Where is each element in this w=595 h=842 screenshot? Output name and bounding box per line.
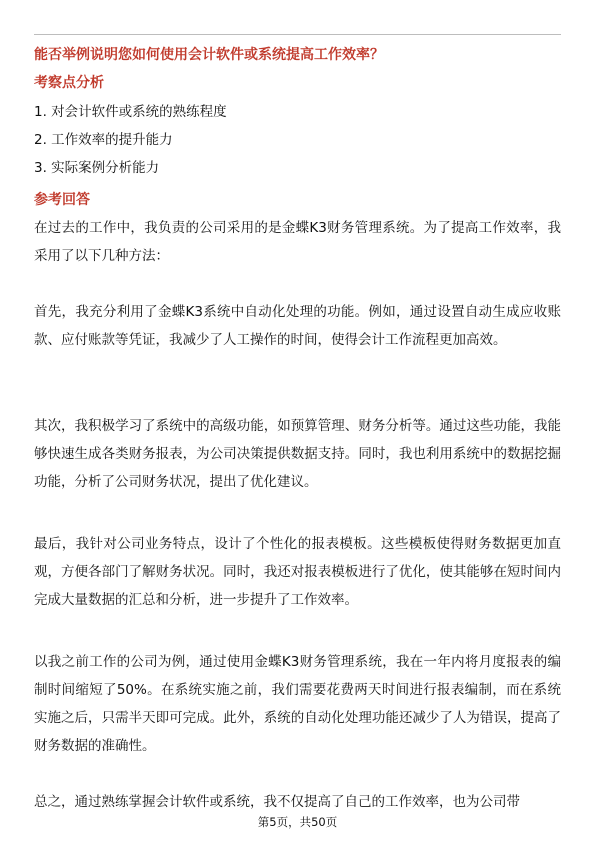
analysis-point-3: 3. 实际案例分析能力 (34, 160, 160, 176)
analysis-heading: 考察点分析 (34, 75, 104, 91)
answer-heading: 参考回答 (34, 192, 90, 208)
answer-paragraph-4: 最后，我针对公司业务特点，设计了个性化的报表模板。这些模板使得财务数据更加直观，方便各部门了解财务状况。同时，我还对报表模板进行了优化，使其能够在短时间内完成大量数据的汇总和分析，进一步提升了工作效率。 (34, 536, 561, 608)
answer-paragraph-5: 以我之前工作的公司为例，通过使用金蝶K3财务管理系统，我在一年内将月度报表的编制时间缩短了50%。在系统实施之前，我们需要花费两天时间进行报表编制，而在系统实施之后，只需半天即可完成。此外，系统的自动化处理功能还减少了人为错误，提高了财务数据的准确性。 (34, 654, 561, 754)
answer-paragraph-6: 总之，通过熟练掌握会计软件或系统，我不仅提高了自己的工作效率，也为公司带 (34, 794, 520, 810)
answer-paragraph-3: 其次，我积极学习了系统中的高级功能，如预算管理、财务分析等。通过这些功能，我能够快速生成各类财务报表，为公司决策提供数据支持。同时，我也利用系统中的数据挖掘功能，分析了公司财务状况，提出了优化建议。 (34, 418, 561, 490)
answer-paragraph-1: 在过去的工作中，我负责的公司采用的是金蝶K3财务管理系统。为了提高工作效率，我采用了以下几种方法： (34, 220, 561, 264)
analysis-point-2: 2. 工作效率的提升能力 (34, 132, 173, 148)
question-title: 能否举例说明您如何使用会计软件或系统提高工作效率？ (34, 47, 384, 63)
answer-paragraph-2: 首先，我充分利用了金蝶K3系统中自动化处理的功能。例如，通过设置自动生成应收账款、应付账款等凭证，我减少了人工操作的时间，使得会计工作流程更加高效。 (34, 304, 561, 348)
analysis-point-1: 1. 对会计软件或系统的熟练程度 (34, 104, 227, 120)
page-number: 第5页，共50页 (257, 815, 338, 829)
header-rule (34, 34, 561, 35)
